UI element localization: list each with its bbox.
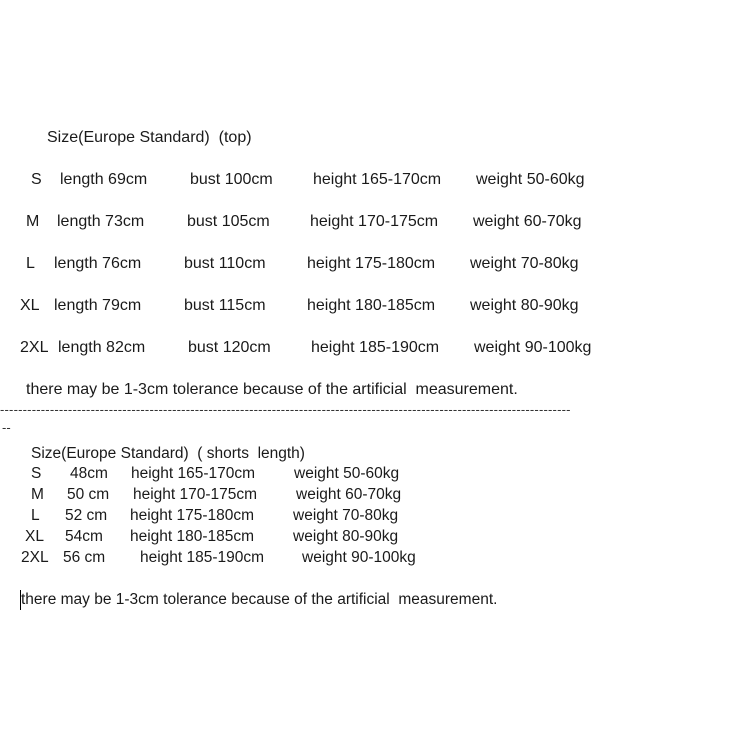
shorts-weight-cell: weight 90-100kg (302, 549, 416, 566)
top-size-cell: S (31, 171, 42, 188)
top-length-cell: length 69cm (60, 171, 148, 188)
shorts-size-cell: M (31, 486, 44, 503)
top-weight-cell: weight 80-90kg (470, 297, 579, 314)
shorts-weight-cell: weight 50-60kg (294, 465, 400, 482)
top-size-cell: M (26, 213, 40, 230)
top-length-cell: length 76cm (54, 255, 142, 272)
shorts-height-cell: height 165-170cm (131, 465, 256, 482)
shorts-length-cell: 48cm (70, 465, 108, 482)
top-tolerance-note: there may be 1-3cm tolerance because of the artificial measurement. (26, 381, 518, 398)
shorts-size-cell: L (31, 507, 40, 524)
shorts-length-cell: 52 cm (65, 507, 108, 524)
shorts-weight-cell: weight 60-70kg (296, 486, 402, 503)
top-height-cell: height 180-185cm (307, 297, 436, 314)
shorts-weight-cell: weight 70-80kg (293, 507, 399, 524)
top-bust-cell: bust 120cm (188, 339, 271, 356)
top-weight-cell: weight 70-80kg (470, 255, 579, 272)
top-bust-cell: bust 105cm (187, 213, 270, 230)
top-length-cell: length 79cm (54, 297, 142, 314)
top-bust-cell: bust 115cm (184, 297, 266, 314)
top-weight-cell: weight 90-100kg (474, 339, 592, 356)
top-height-cell: height 165-170cm (313, 171, 442, 188)
shorts-height-cell: height 170-175cm (133, 486, 258, 503)
top-height-cell: height 175-180cm (307, 255, 436, 272)
shorts-weight-cell: weight 80-90kg (293, 528, 399, 545)
shorts-height-cell: height 175-180cm (130, 507, 255, 524)
top-size-cell: 2XL (20, 339, 49, 356)
top-size-cell: XL (20, 297, 40, 314)
top-size-title: Size(Europe Standard) (top) (47, 129, 252, 146)
top-length-cell: length 82cm (58, 339, 146, 356)
top-height-cell: height 185-190cm (311, 339, 440, 356)
shorts-size-cell: 2XL (21, 549, 49, 566)
shorts-height-cell: height 180-185cm (130, 528, 255, 545)
shorts-height-cell: height 185-190cm (140, 549, 265, 566)
top-height-cell: height 170-175cm (310, 213, 439, 230)
shorts-size-cell: XL (25, 528, 44, 545)
top-weight-cell: weight 60-70kg (473, 213, 582, 230)
top-bust-cell: bust 100cm (190, 171, 273, 188)
shorts-length-cell: 50 cm (67, 486, 110, 503)
shorts-length-cell: 54cm (65, 528, 103, 545)
top-size-cell: L (26, 255, 35, 272)
top-length-cell: length 73cm (57, 213, 145, 230)
top-bust-cell: bust 110cm (184, 255, 266, 272)
shorts-size-cell: S (31, 465, 42, 482)
shorts-length-cell: 56 cm (63, 549, 106, 566)
top-weight-cell: weight 50-60kg (476, 171, 585, 188)
shorts-size-title: Size(Europe Standard) ( shorts length) (31, 445, 305, 462)
shorts-tolerance-note: there may be 1-3cm tolerance because of the artificial measurement. (21, 591, 498, 608)
dashed-divider-tail: -- (2, 420, 11, 435)
dashed-divider: ------------------------------------------------------------------------------------------------------------------------------ (0, 402, 571, 417)
